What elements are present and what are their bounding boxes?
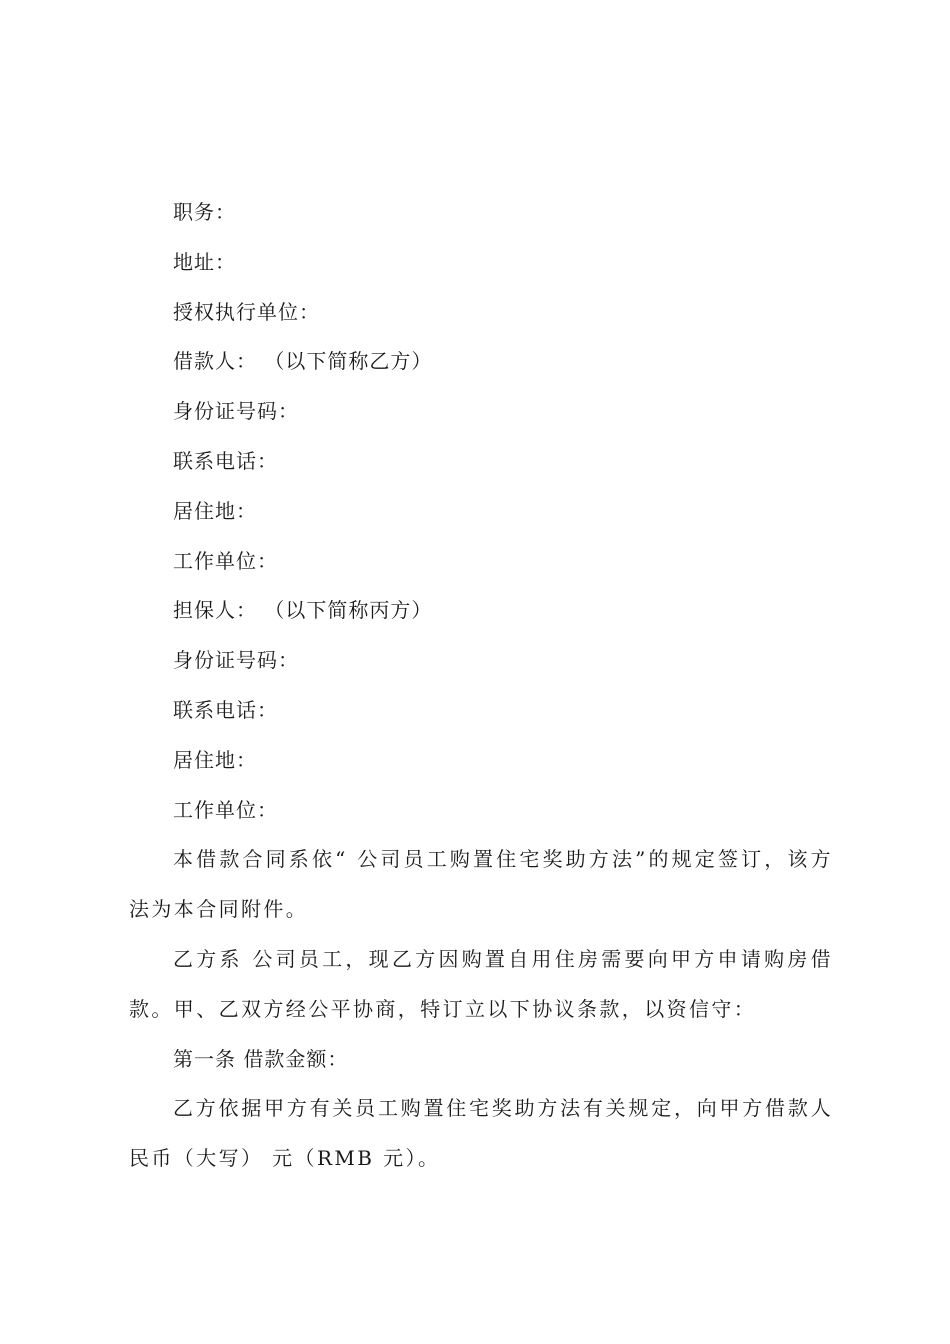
field-position: 职务：: [173, 200, 236, 224]
field-borrower-phone: 联系电话：: [173, 448, 278, 473]
document-body: [129, 188, 833, 1184]
article-1-title: 第一条 借款金额：: [173, 1046, 349, 1071]
field-borrower: 借款人： （以下简称乙方）: [173, 349, 433, 374]
field-borrower-residence: 居住地：: [173, 498, 257, 523]
field-guarantor-residence: 居住地：: [173, 747, 257, 772]
article-1-body: 乙方依据甲方有关员工购置住宅奖助方法有关规定，向甲方借款人民币（大写） 元（RMB 元）。: [129, 1096, 833, 1171]
field-authorized-unit: 授权执行单位：: [173, 299, 320, 324]
paragraph-loan-purpose: 乙方系 公司员工，现乙方因购置自用住房需要向甲方申请购房借款。甲、乙双方经公平协商，特订立以下协议条款，以资信守：: [129, 946, 833, 1021]
field-guarantor: 担保人： （以下简称丙方）: [173, 598, 433, 623]
field-borrower-id-number: 身份证号码：: [173, 399, 299, 424]
field-guarantor-id-number: 身份证号码：: [173, 648, 299, 673]
field-address: 地址：: [173, 249, 236, 274]
field-borrower-employer: 工作单位：: [173, 548, 278, 573]
paragraph-contract-basis: 本借款合同系依“ 公司员工购置住宅奖助方法”的规定签订，该方法为本合同附件。: [129, 847, 833, 922]
field-guarantor-phone: 联系电话：: [173, 697, 278, 722]
field-guarantor-employer: 工作单位：: [173, 797, 278, 822]
